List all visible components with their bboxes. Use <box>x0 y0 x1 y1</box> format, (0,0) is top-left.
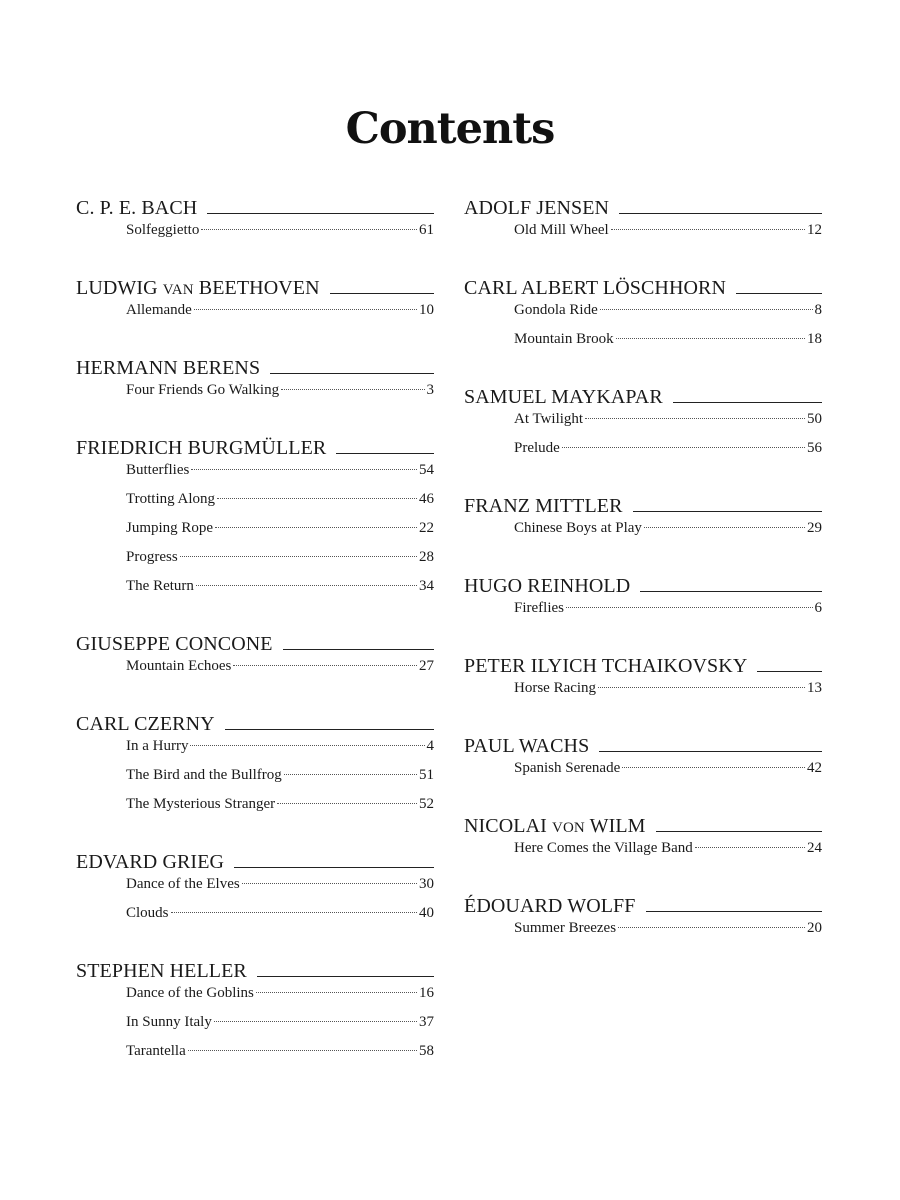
page-number: 40 <box>419 905 434 921</box>
heading-rule <box>234 867 434 868</box>
piece-list <box>76 736 434 825</box>
dot-leader <box>562 447 805 448</box>
heading-rule <box>646 911 823 912</box>
composer-heading <box>76 953 434 983</box>
dot-leader <box>201 229 417 230</box>
composer-section-c-p-e-bach <box>76 190 434 270</box>
composer-name: HUGO REINHOLD <box>464 575 631 597</box>
toc-entry <box>464 680 822 709</box>
heading-rule <box>257 976 434 977</box>
toc-entry <box>76 578 434 607</box>
toc-entry <box>76 876 434 905</box>
page-number: 52 <box>419 796 434 812</box>
dot-leader <box>611 229 805 230</box>
piece-list <box>464 598 822 629</box>
heading-rule <box>283 649 434 650</box>
page-number: 61 <box>419 222 434 238</box>
piece-list <box>76 380 434 411</box>
piece-title: Mountain Brook <box>514 331 614 347</box>
toc-entry <box>76 520 434 549</box>
dot-leader <box>566 607 813 608</box>
piece-title: Trotting Along <box>126 491 216 507</box>
page-number: 28 <box>419 549 434 565</box>
piece-title: Fireflies <box>514 600 564 616</box>
toc-entry <box>76 796 434 825</box>
toc-entry <box>76 1043 434 1072</box>
toc-entry <box>76 658 434 687</box>
piece-list <box>464 758 822 789</box>
composer-section-stephen-heller <box>76 953 434 1091</box>
composer-heading <box>76 190 434 220</box>
composer-section-franz-mittler <box>464 488 822 568</box>
toc-entry <box>76 382 434 411</box>
heading-rule <box>599 751 822 752</box>
toc-entry <box>76 1014 434 1043</box>
dot-leader <box>598 687 805 688</box>
dot-leader <box>190 745 424 746</box>
composer-section-ludwig-beethoven <box>76 270 434 350</box>
page-number: 46 <box>419 491 434 507</box>
composer-name: ADOLF JENSEN <box>464 197 610 219</box>
composer-heading <box>76 430 434 460</box>
dot-leader <box>233 665 417 666</box>
toc-entry <box>464 760 822 789</box>
piece-title: Old Mill Wheel <box>514 222 609 238</box>
piece-title: Allemande <box>126 302 192 318</box>
piece-title: Solfeggietto <box>126 222 200 238</box>
page-number: 12 <box>807 222 822 238</box>
toc-entry <box>76 549 434 578</box>
toc-entry <box>76 738 434 767</box>
heading-rule <box>656 831 822 832</box>
piece-title: At Twilight <box>514 411 584 427</box>
composer-heading <box>464 568 822 598</box>
heading-rule <box>225 729 434 730</box>
composer-heading <box>76 706 434 736</box>
toc-entry <box>76 767 434 796</box>
piece-list <box>76 656 434 687</box>
composer-name: GIUSEPPE CONCONE <box>76 633 273 655</box>
composer-heading <box>76 844 434 874</box>
composer-section-edvard-grieg <box>76 844 434 953</box>
composer-name: C. P. E. BACH <box>76 197 198 219</box>
piece-title: Tarantella <box>126 1043 186 1059</box>
left-column <box>76 190 434 1091</box>
piece-title: The Return <box>126 578 194 594</box>
toc-entry <box>464 222 822 251</box>
composer-heading <box>464 648 822 678</box>
composer-section-hermann-berens <box>76 350 434 430</box>
page-number: 51 <box>419 767 434 783</box>
name-particle: VAN <box>162 282 194 298</box>
composer-heading <box>76 270 434 300</box>
toc-entry <box>464 331 822 360</box>
composer-name: ÉDOUARD WOLFF <box>464 895 636 917</box>
composer-heading <box>464 379 822 409</box>
composer-section-peter-ilyich-tchaikovsky <box>464 648 822 728</box>
dot-leader <box>217 498 417 499</box>
toc-entry <box>76 302 434 331</box>
heading-rule <box>330 293 434 294</box>
dot-leader <box>644 527 805 528</box>
page-number: 4 <box>426 738 434 754</box>
piece-title: In Sunny Italy <box>126 1014 212 1030</box>
right-column <box>464 190 822 968</box>
piece-list <box>76 460 434 607</box>
piece-list <box>76 300 434 331</box>
page-number: 27 <box>419 658 434 674</box>
piece-list <box>76 874 434 934</box>
composer-name: STEPHEN HELLER <box>76 960 247 982</box>
page-number: 42 <box>807 760 822 776</box>
dot-leader <box>281 389 424 390</box>
composer-name: FRANZ MITTLER <box>464 495 623 517</box>
page-number: 56 <box>807 440 822 456</box>
piece-title: Mountain Echoes <box>126 658 232 674</box>
piece-title: Prelude <box>514 440 560 456</box>
dot-leader <box>616 338 805 339</box>
dot-leader <box>215 527 417 528</box>
dot-leader <box>600 309 813 310</box>
toc-entry <box>464 411 822 440</box>
page-number: 8 <box>814 302 822 318</box>
dot-leader <box>284 774 417 775</box>
piece-title: Four Friends Go Walking <box>126 382 280 398</box>
heading-rule <box>207 213 434 214</box>
composer-heading <box>464 190 822 220</box>
toc-entry <box>76 222 434 251</box>
composer-name: SAMUEL MAYKAPAR <box>464 386 663 408</box>
page-number: 58 <box>419 1043 434 1059</box>
dot-leader <box>256 992 417 993</box>
piece-title: Gondola Ride <box>514 302 598 318</box>
name-particle: VON <box>552 820 585 836</box>
page-number: 30 <box>419 876 434 892</box>
piece-title: Here Comes the Village Band <box>514 840 693 856</box>
dot-leader <box>196 585 417 586</box>
toc-entry <box>76 905 434 934</box>
heading-rule <box>633 511 822 512</box>
toc-entry <box>464 920 822 949</box>
composer-section-carl-czerny <box>76 706 434 844</box>
composer-name: EDVARD GRIEG <box>76 851 225 873</box>
dot-leader <box>180 556 417 557</box>
piece-list <box>464 918 822 949</box>
piece-title: Dance of the Goblins <box>126 985 254 1001</box>
page-number: 3 <box>426 382 434 398</box>
composer-section-hugo-reinhold <box>464 568 822 648</box>
composer-section-friedrich-burgmuller <box>76 430 434 626</box>
piece-title: Horse Racing <box>514 680 597 696</box>
piece-list <box>76 220 434 251</box>
piece-title: In a Hurry <box>126 738 189 754</box>
dot-leader <box>242 883 417 884</box>
toc-entry <box>76 491 434 520</box>
piece-title: Progress <box>126 549 178 565</box>
composer-name: LUDWIG VAN BEETHOVEN <box>76 277 320 299</box>
piece-list <box>464 220 822 251</box>
piece-title: Jumping Rope <box>126 520 214 536</box>
page-title: Contents <box>345 104 555 154</box>
piece-list <box>464 678 822 709</box>
toc-entry <box>464 440 822 469</box>
page-number: 22 <box>419 520 434 536</box>
composer-name: NICOLAI VON WILM <box>464 815 646 837</box>
piece-list <box>464 409 822 469</box>
toc-entry <box>464 520 822 549</box>
heading-rule <box>619 213 822 214</box>
page-number: 29 <box>807 520 822 536</box>
piece-list <box>76 983 434 1072</box>
piece-title: Clouds <box>126 905 169 921</box>
page-number: 24 <box>807 840 822 856</box>
composer-section-edouard-wolff <box>464 888 822 968</box>
heading-rule <box>336 453 434 454</box>
composer-name: HERMANN BERENS <box>76 357 261 379</box>
composer-section-nicolai-wilm <box>464 808 822 888</box>
dot-leader <box>585 418 805 419</box>
page-number: 54 <box>419 462 434 478</box>
page-number: 37 <box>419 1014 434 1030</box>
composer-section-carl-albert-loschhorn <box>464 270 822 379</box>
composer-heading <box>464 488 822 518</box>
dot-leader <box>171 912 417 913</box>
dot-leader <box>622 767 805 768</box>
dot-leader <box>277 803 417 804</box>
piece-title: The Bird and the Bullfrog <box>126 767 282 783</box>
page-number: 10 <box>419 302 434 318</box>
dot-leader <box>191 469 417 470</box>
dot-leader <box>188 1050 417 1051</box>
composer-section-adolf-jensen <box>464 190 822 270</box>
piece-title: Chinese Boys at Play <box>514 520 642 536</box>
composer-section-samuel-maykapar <box>464 379 822 488</box>
dot-leader <box>695 847 805 848</box>
heading-rule <box>736 293 822 294</box>
piece-title: Dance of the Elves <box>126 876 240 892</box>
page-number: 34 <box>419 578 434 594</box>
piece-title: Butterflies <box>126 462 190 478</box>
page-number: 16 <box>419 985 434 1001</box>
composer-heading <box>76 626 434 656</box>
heading-rule <box>270 373 434 374</box>
toc-entry <box>464 600 822 629</box>
composer-heading <box>76 350 434 380</box>
composer-section-giuseppe-concone <box>76 626 434 706</box>
composer-name: FRIEDRICH BURGMÜLLER <box>76 437 327 459</box>
piece-list <box>464 838 822 869</box>
piece-title: Summer Breezes <box>514 920 617 936</box>
piece-list <box>464 300 822 360</box>
toc-entry <box>76 462 434 491</box>
page-number: 18 <box>807 331 822 347</box>
composer-heading <box>464 270 822 300</box>
composer-section-paul-wachs <box>464 728 822 808</box>
dot-leader <box>214 1021 417 1022</box>
page-number: 50 <box>807 411 822 427</box>
page-number: 20 <box>807 920 822 936</box>
piece-title: The Mysterious Stranger <box>126 796 276 812</box>
dot-leader <box>618 927 805 928</box>
composer-heading <box>464 888 822 918</box>
heading-rule <box>673 402 822 403</box>
composer-name: PAUL WACHS <box>464 735 590 757</box>
composer-name: PETER ILYICH TCHAIKOVSKY <box>464 655 748 677</box>
page-number: 13 <box>807 680 822 696</box>
page-number: 6 <box>814 600 822 616</box>
piece-list <box>464 518 822 549</box>
toc-entry <box>464 302 822 331</box>
heading-rule <box>757 671 822 672</box>
composer-heading <box>464 808 822 838</box>
piece-title: Spanish Serenade <box>514 760 621 776</box>
composer-name: CARL CZERNY <box>76 713 215 735</box>
toc-entry <box>464 840 822 869</box>
composer-name: CARL ALBERT LÖSCHHORN <box>464 277 727 299</box>
composer-heading <box>464 728 822 758</box>
heading-rule <box>640 591 822 592</box>
dot-leader <box>194 309 417 310</box>
toc-entry <box>76 985 434 1014</box>
